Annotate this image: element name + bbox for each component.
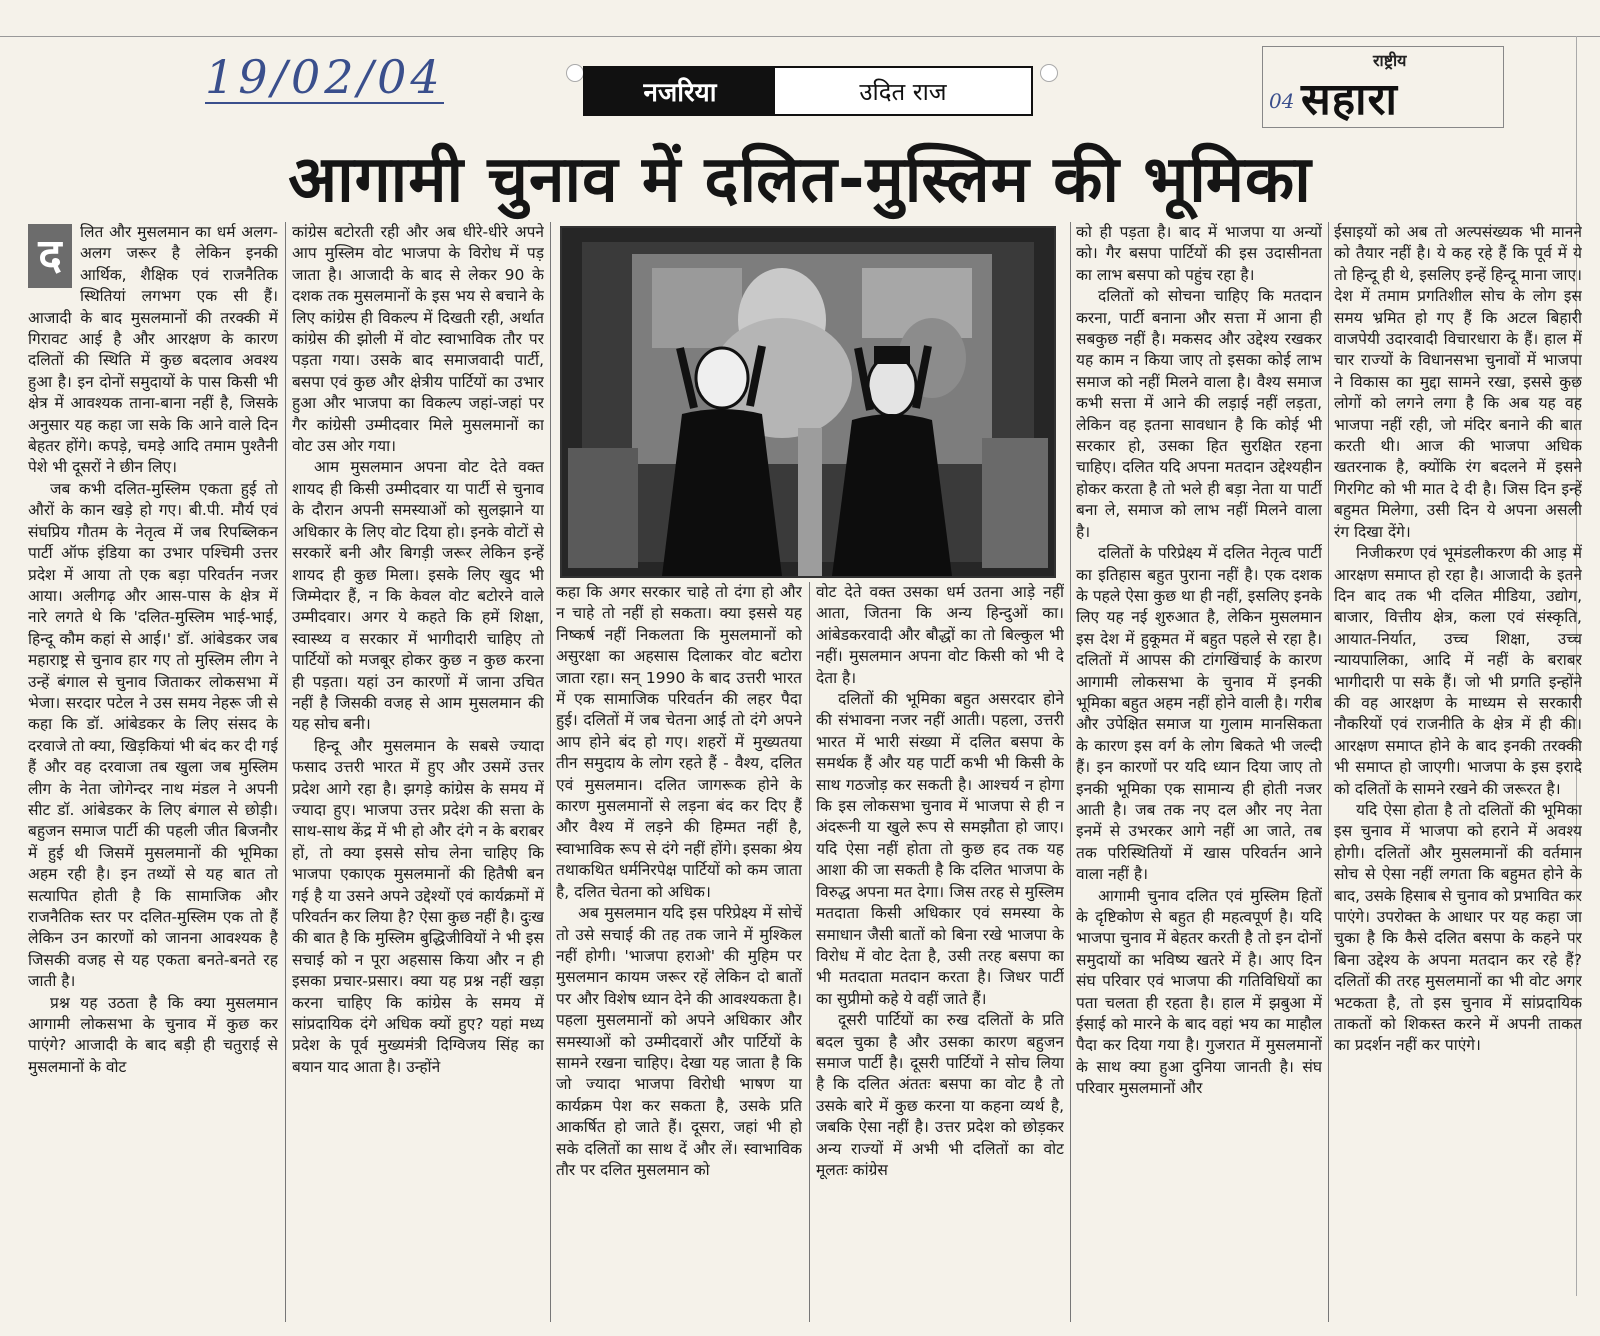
paragraph: अब मुसलमान यदि इस परिप्रेक्ष्य में सोचें तो उसे सचाई की तह तक जाने में मुश्किल नहीं होगी। 'भाजपा हराओ' की मुहिम पर मुसलमान कायम जरूर रहें लेकिन दो बातों पर और विशेष ध्यान देने की आवश्यकता है। पहला मुसलमानों को अपने अधिकार और समस्याओं को उम्मीदवारों और पार्टियों के सामने रखना चाहिए। देखा यह जाता है कि जो ज्यादा भाजपा विरोधी भाषण या कार्यक्रम पेश कर सकता है, उसके प्रति आकर्षित हो जाते हैं। दूसरा, जहां भी हो सके दलितों का साथ दें और लें। स्वाभाविक तौर पर दलित मुसलमान को — [556, 904, 802, 1179]
masthead-name: सहारा — [1301, 74, 1398, 125]
paragraph: ईसाइयों को अब तो अल्पसंख्यक भी मानने को तैयार नहीं है। ये कह रहे हैं कि पूर्व में ये तो हिन्दू ही थे, इसलिए इन्हें हिन्दू माना जाए। देश में तमाम प्रगतिशील सोच के लोग इस समय भ्रमित हो गए हैं कि अटल बिहारी वाजपेयी उदारवादी विचारधारा के हैं। हाल में चार राज्यों के विधानसभा चुनावों में भाजपा ने विकास का मुद्दा सामने रखा, इससे कुछ लोगों को लगने लगा है कि अब यह वह भाजपा नहीं रही, जो मंदिर बनाने की बात करती थी। आज की भाजपा अधिक खतरनाक है, क्योंकि रंग बदलने में इसने गिरगिट को भी मात दे दी है। जिस दिन इन्हें बहुमत मिलेगा, उसी दिन ये अपना असली रंग दिखा देंगे। — [1334, 223, 1582, 541]
column-rule — [285, 222, 286, 1322]
author-byline: उदित राज — [775, 68, 1031, 114]
collage-photo-icon — [562, 228, 1054, 576]
paragraph: कहा कि अगर सरकार चाहे तो दंगा हो और न चाहे तो नहीं हो सकता। क्या इससे यह निष्कर्ष नहीं निकलता कि मुसलमानों को असुरक्षा का अहसास दिलाकर वोट बटोरा जाता रहा। सन् 1990 के बाद उत्तरी भारत में एक सामाजिक परिवर्तन की लहर पैदा हुई। दलितों में जब चेतना आई तो दंगे अपने आप होने बंद हो गए। शहरों में मुख्यतया तीन समुदाय के लोग रहते हैं - वैश्य, दलित एवं मुसलमान। दलित जागरूक होने के कारण मुसलमानों से लड़ना बंद कर दिए हैं और वैश्य में लड़ने की हिम्मत नहीं है, स्वाभाविक रूप से दंगे नहीं होंगे। इसका श्रेय तथाकथित धर्मनिरपेक्ष पार्टियों को कम जाता है, दलित चेतना को अधिक। — [556, 583, 802, 901]
article-column-1 — [28, 222, 278, 1328]
paragraph: दूसरी पार्टियों का रुख दलितों के प्रति बदल चुका है और उसका कारण बहुजन समाज पार्टी है। दूसरी पार्टियों ने सोच लिया है कि दलित अंततः बसपा का वोट है तो उसके बारे में कुछ करना या कहना व्यर्थ है, जबकि ऐसा नहीं है। उत्तर प्रदेश को छोड़कर अन्य राज्यों में अभी भी दलितों का वोट मूलतः कांग्रेस — [816, 1011, 1064, 1179]
paragraph: दलितों की भूमिका बहुत असरदार होने की संभावना नजर नहीं आती। पहला, उत्तरी भारत में भारी संख्या में दलित बसपा के समर्थक हैं और यह पार्टी कभी भी किसी के साथ गठजोड़ कर सकती है। आश्चर्य न होगा कि इस लोकसभा चुनाव में भाजपा से ही न अंदरूनी या खुले रूप से समझौता हो जाए। यदि ऐसा नहीं होता तो कुछ हद तक यह आशा की जा सकती है कि दलित भाजपा के विरुद्ध अपना मत देगा। जिस तरह से मुस्लिम मतदाता किसी अधिकार एवं समस्या के समाधान जैसी बातों को बिना रखे भाजपा के विरोध में वोट देता है, उसी तरह बसपा का भी मतदाता मतदान करता है। जिधर पार्टी का सुप्रीमो कहे ये वहीं जाते हैं। — [816, 690, 1064, 1008]
paragraph: को ही पड़ता है। बाद में भाजपा या अन्यों को। गैर बसपा पार्टियों की इस उदासीनता का लाभ बसपा को पहुंच रहा है। — [1076, 223, 1322, 284]
paragraph: आम मुसलमान अपना वोट देते वक्त शायद ही किसी उम्मीदवार या पार्टी से चुनाव के दौरान अपनी समस्याओं को सुलझाने या अधिकार के लिए वोट दिया हो। इनके वोटों से सरकारें बनी और बिगड़ी जरूर लेकिन इन्हें शायद ही कुछ मिला। इसके लिए खुद भी जिम्मेदार हैं, न कि केवल वोट बटोरने वाले उम्मीदवार। अगर ये कहते कि हमें शिक्षा, स्वास्थ्य व सरकार में भागीदारी चाहिए तो पार्टियों को मजबूर होकर कुछ न कुछ करना ही पड़ता। यहां उन कारणों में जाना उचित नहीं है जिसकी वजह से आम मुसलमान की यह सोच बनी। — [292, 458, 544, 734]
paragraph: आगामी चुनाव दलित एवं मुस्लिम हितों के दृष्टिकोण से बहुत ही महत्वपूर्ण है। यदि भाजपा चुनाव में बेहतर करती है तो इन दोनों समुदायों का भविष्य खतरे में है। आए दिन संघ परिवार एवं भाजपा की गतिविधियों का पता चलता ही रहता है। हाल में झबुआ में ईसाई को मारने के बाद वहां भय का माहौल पैदा कर दिया गया है। गुजरात में मुसलमानों के साथ क्या हुआ दुनिया जानती है। संघ परिवार मुसलमानों और — [1076, 886, 1322, 1098]
article-column-5 — [1076, 222, 1322, 1328]
top-rule — [0, 36, 1600, 37]
article-column-6 — [1334, 222, 1582, 1328]
paragraph: प्रश्न यह उठता है कि क्या मुसलमान आगामी लोकसभा के चुनाव में कुछ कर पाएंगे? आजादी के बाद बड़ी ही चतुराई से मुसलमानों के वोट — [28, 993, 278, 1076]
handwritten-date: 19/02/04 — [205, 50, 444, 104]
column-rule — [1070, 222, 1071, 1322]
punch-hole — [1040, 64, 1058, 82]
section-bar — [583, 66, 1033, 116]
paragraph: यदि ऐसा होता है तो दलितों की भूमिका इस चुनाव में भाजपा को हराने में अवश्य होगी। दलितों और मुसलमानों की वर्तमान सोच से ऐसा नहीं लगता कि बहुमत होने के बाद, उसके हिसाब से चुनाव को प्रभावित कर पाएंगे। उपरोक्त के आधार पर यह कहा जा चुका है कि कैसे दलित बसपा के कहने पर बिना उद्देश्य के अपना मतदान कर रहे हैं? दलितों की तरह मुसलमानों का भी वोट अगर भटकता है, तो इस चुनाव में सांप्रदायिक ताकतों को शिकस्त करने में अपनी ताकत का प्रदर्शन नहीं कर पाएंगे। — [1334, 800, 1582, 1055]
paragraph: वोट देते वक्त उसका धर्म उतना आड़े नहीं आता, जितना कि अन्य हिन्दुओं का। आंबेडकरवादी और बौद्धों का तो बिल्कुल भी नहीं। मुसलमान अपना वोट किसी को भी दे देता है। — [816, 583, 1064, 687]
column-rule — [1328, 222, 1329, 1322]
paragraph: दलितों को सोचना चाहिए कि मतदान करना, पार्टी बनाना और सत्ता में आना ही सबकुछ नहीं है। मकसद और उद्देश्य रखकर यह काम न किया जाए तो इसका कोई लाभ समाज को नहीं मिलने वाला है। वैश्य समाज कभी सत्ता में आने की लड़ाई नहीं लड़ता, लेकिन वह इतना सावधान है कि कोई भी सरकार हो, उसका हित सुरक्षित रहना चाहिए। दलित यदि अपना मतदान उद्देश्यहीन होकर करता है तो भले ही बड़ा नेता या पार्टी बना ले, समाज को लाभ नहीं मिलने वाला है। — [1076, 287, 1322, 541]
headline: आगामी चुनाव में दलित-मुस्लिम की भूमिका — [288, 143, 1312, 217]
article-column-4 — [816, 582, 1064, 1328]
punch-hole — [566, 64, 584, 82]
article-column-2 — [292, 222, 544, 1328]
drop-cap: द — [28, 224, 72, 288]
paragraph: जब कभी दलित-मुस्लिम एकता हुई तो औरों के कान खड़े हो गए। बी.पी. मौर्य एवं संघप्रिय गौतम के नेतृत्व में जब रिपब्लिकन पार्टी ऑफ इंडिया का उभार पश्चिमी उत्तर प्रदेश में आया तो एक बड़ा परिवर्तन नजर आया। अलीगढ़ और आस-पास के क्षेत्र में नारे लगते थे कि 'दलित-मुस्लिम भाई-भाई, हिन्दू कौम कहां से आई।' डॉ. आंबेडकर जब महाराष्ट्र से चुनाव हार गए तो मुस्लिम लीग ने उन्हें बंगाल से चुनाव जिताकर लोकसभा में भेजा। सरदार पटेल ने उस समय नेहरू जी से कहा कि डॉ. आंबेडकर के लिए संसद के दरवाजे तो क्या, खिड़कियां भी बंद कर दी गई हैं और वह दरवाजा तब खुला जब मुस्लिम लीग के नेता जोगेन्दर नाथ मंडल ने अपनी सीट डॉ. आंबेडकर के लिए बंगाल से छोड़ी। बहुजन समाज पार्टी की पहली जीत बिजनौर में हुई थी जिसमें मुसलमानों की भूमिका अहम रही है। इन तथ्यों से यह बात तो सत्यापित होती है कि सामाजिक और राजनैतिक स्तर पर दलित-मुस्लिम एक तो हैं लेकिन उन कारणों को जानना आवश्यक है जिसकी वजह से यह एकता बनते-बनते रह जाती है। — [28, 479, 278, 991]
paragraph: कांग्रेस बटोरती रही और अब धीरे-धीरे अपने आप मुस्लिम वोट भाजपा के विरोध में पड़ जाता है। आजादी के बाद से लेकर 90 के दशक तक मुसलमानों के इस भय से बचाने के लिए कांग्रेस ही विकल्प में दिखती रही, अर्थात कांग्रेस की झोली में वोट स्वाभाविक तौर पर पड़ता गया। उसके बाद समाजवादी पार्टी, बसपा एवं कुछ और क्षेत्रीय पार्टियों का उभार हुआ और भाजपा का विकल्प जहां-जहां पर गैर कांग्रेसी उम्मीदवार मिले मुसलमानों का वोट उस ओर गया। — [292, 223, 544, 456]
article-column-3 — [556, 582, 802, 1328]
paragraph: लित और मुसलमान का धर्म अलग-अलग जरूर है लेकिन इनकी आर्थिक, शैक्षिक एवं राजनैतिक स्थितियां लगभग एक सी हैं। आजादी के बाद मुसलमानों की तरक्की में गिरावट आई है और आरक्षण के कारण दलितों की स्थिति में कुछ बदलाव अवश्य हुआ है। इन दोनों समुदायों के पास किसी भी क्षेत्र में आवश्यक ताना-बाना नहीं है, जिसके अनुसार यह कहा जा सके कि आने वाले दिन बेहतर होंगे। कपड़े, चमड़े आदि तमाम पुश्तैनी पेशे भी दूसरों ने छीन लिए। — [28, 223, 278, 477]
collage-photo — [560, 226, 1056, 578]
column-rule — [809, 582, 810, 1322]
section-label: नजरिया — [585, 68, 775, 114]
paragraph: निजीकरण एवं भूमंडलीकरण की आड़ में आरक्षण समाप्त हो रहा है। आजादी के इतने दिन बाद तक भी दलित मीडिया, उद्योग, बाजार, वित्तीय क्षेत्र, कला एवं संस्कृति, आयात-निर्यात, उच्च शिक्षा, उच्च न्यायपालिका, आदि में नहीं के बराबर भागीदारी पा सके हैं। जो भी प्रगति इन्होंने की वह आरक्षण के माध्यम से सरकारी नौकरियों एवं राजनीति के क्षेत्र में ही की। आरक्षण समाप्त होने के बाद इनकी तरक्की भी समाप्त हो जाएगी। भाजपा के इस इरादे को दलितों के सामने रखने की जरूरत है। — [1334, 544, 1582, 798]
paragraph: दलितों के परिप्रेक्ष्य में दलित नेतृत्व पार्टी का इतिहास बहुत पुराना नहीं है। एक दशक के पहले ऐसा कुछ था ही नहीं, इसलिए इनके लिए यह नई शुरुआत है, लेकिन मुसलमान इस देश में हुकूमत में बहुत पहले से रहा है। दलितों में आपस की टांगखिंचाई के कारण आगामी लोकसभा के चुनाव में इनकी भूमिका बहुत अहम नहीं होने वाली है। गरीब और उपेक्षित समाज या गुलाम मानसिकता के कारण इस वर्ग के लोग बिकते भी जल्दी हैं। इन कारणों पर यदि ध्यान दिया जाए तो इनकी भूमिका एक सामान्य ही होती नजर आती है। जब तक नए दल और नए नेता इनमें से उभरकर आगे नहीं आ जाते, तब तक परिस्थितियों में खास परिवर्तन आने वाला नहीं है। — [1076, 544, 1322, 884]
edition-mark: 04 — [1269, 89, 1295, 113]
paragraph: हिन्दू और मुसलमान के सबसे ज्यादा फसाद उत्तरी भारत में हुए और उसमें उत्तर प्रदेश आगे रहा है। झगड़े कांग्रेस के समय में ज्यादा हुए। भाजपा उत्तर प्रदेश की सत्ता के साथ-साथ केंद्र में भी हो और दंगे न के बराबर हों, तो क्या इससे सोच लेना चाहिए कि भाजपा एकाएक मुसलमानों की हितैषी बन गई है या उसने अपने उद्देश्यों एवं कार्यक्रमों में परिवर्तन कर लिया है? ऐसा कुछ नहीं है। दुःख की बात है कि मुस्लिम बुद्धिजीवियों ने भी इस सचाई को न पूरा अहसास किया और न ही इसका प्रचार-प्रसार। क्या यह प्रश्न नहीं खड़ा करना चाहिए कि कांग्रेस के समय में सांप्रदायिक दंगे अधिक क्यों हुए? यहां मध्य प्रदेश के पूर्व मुख्यमंत्री दिग्विजय सिंह का बयान याद आता है। उन्होंने — [292, 736, 544, 1076]
column-rule — [550, 222, 551, 1322]
masthead-logo — [1262, 46, 1504, 128]
masthead-subtitle: राष्ट्रीय — [1373, 51, 1407, 70]
